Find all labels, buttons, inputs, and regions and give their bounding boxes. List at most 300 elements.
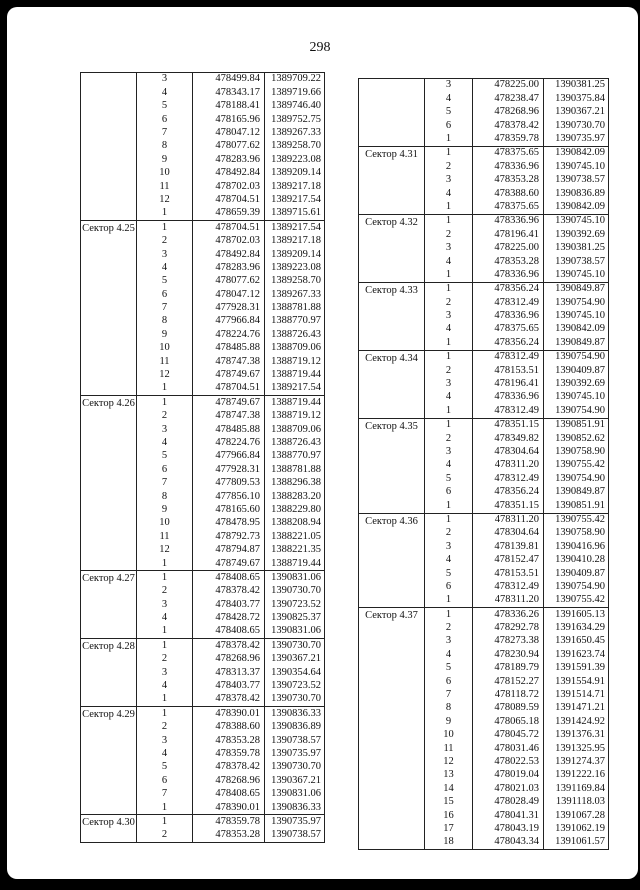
y-coordinate: 1391514.71 (544, 689, 609, 702)
table-row (81, 571, 325, 585)
point-number: 2 (425, 160, 473, 173)
point-number: 1 (425, 201, 473, 215)
point-number: 12 (425, 756, 473, 769)
point-number: 5 (425, 106, 473, 119)
y-coordinate: 1390831.06 (265, 625, 325, 639)
x-coordinate: 478268.96 (193, 774, 265, 787)
table-row (81, 639, 325, 653)
point-number: 10 (137, 342, 193, 355)
x-coordinate: 478747.38 (193, 410, 265, 423)
point-number: 1 (137, 557, 193, 571)
y-coordinate: 1388709.06 (265, 423, 325, 436)
y-coordinate: 1390735.97 (544, 133, 609, 147)
x-coordinate: 478749.67 (193, 396, 265, 410)
y-coordinate: 1389746.40 (265, 100, 325, 113)
point-number: 2 (425, 364, 473, 377)
point-number: 5 (425, 472, 473, 485)
point-number: 6 (425, 119, 473, 132)
y-coordinate: 1389752.75 (265, 113, 325, 126)
x-coordinate: 478704.51 (193, 382, 265, 396)
point-number: 5 (137, 761, 193, 774)
sector-label: Сектор 4.26 (81, 396, 137, 571)
x-coordinate: 478189.79 (473, 662, 544, 675)
y-coordinate: 1391591.39 (544, 662, 609, 675)
sector-label: Сектор 4.33 (359, 282, 425, 350)
y-coordinate: 1391554.91 (544, 675, 609, 688)
point-number: 2 (137, 410, 193, 423)
y-coordinate: 1390738.57 (265, 829, 325, 843)
x-coordinate: 478139.81 (473, 540, 544, 553)
point-number: 7 (137, 788, 193, 801)
point-number: 12 (137, 369, 193, 382)
point-number: 4 (425, 255, 473, 268)
point-number: 6 (425, 580, 473, 593)
y-coordinate: 1390735.97 (265, 815, 325, 829)
x-coordinate: 478047.12 (193, 127, 265, 140)
y-coordinate: 1389709.22 (265, 73, 325, 87)
y-coordinate: 1390851.91 (544, 499, 609, 513)
y-coordinate: 1390842.09 (544, 201, 609, 215)
point-number: 3 (425, 79, 473, 93)
y-coordinate: 1388283.20 (265, 490, 325, 503)
y-coordinate: 1390410.28 (544, 554, 609, 567)
y-coordinate: 1391061.57 (544, 836, 609, 850)
x-coordinate: 478378.42 (193, 585, 265, 598)
point-number: 1 (137, 625, 193, 639)
y-coordinate: 1389217.18 (265, 180, 325, 193)
y-coordinate: 1390381.25 (544, 79, 609, 93)
point-number: 3 (425, 540, 473, 553)
point-number: 4 (425, 391, 473, 404)
point-number: 8 (137, 490, 193, 503)
point-number: 12 (137, 544, 193, 557)
point-number: 12 (137, 194, 193, 207)
x-coordinate: 478292.78 (473, 622, 544, 635)
x-coordinate: 478225.00 (473, 242, 544, 255)
x-coordinate: 478375.65 (473, 201, 544, 215)
table-row (359, 608, 609, 622)
point-number: 4 (137, 261, 193, 274)
y-coordinate: 1391169.84 (544, 782, 609, 795)
x-coordinate: 478312.49 (473, 350, 544, 364)
point-number: 3 (425, 310, 473, 323)
point-number: 3 (425, 242, 473, 255)
y-coordinate: 1390758.90 (544, 527, 609, 540)
y-coordinate: 1390730.70 (544, 119, 609, 132)
x-coordinate: 478165.96 (193, 113, 265, 126)
x-coordinate: 478408.65 (193, 571, 265, 585)
x-coordinate: 478378.42 (193, 693, 265, 707)
y-coordinate: 1391067.28 (544, 809, 609, 822)
x-coordinate: 478378.42 (193, 639, 265, 653)
x-coordinate: 478704.51 (193, 194, 265, 207)
y-coordinate: 1388726.43 (265, 328, 325, 341)
y-coordinate: 1390836.89 (265, 721, 325, 734)
point-number: 2 (137, 235, 193, 248)
y-coordinate: 1388719.44 (265, 557, 325, 571)
x-coordinate: 478375.65 (473, 323, 544, 336)
y-coordinate: 1390831.06 (265, 788, 325, 801)
y-coordinate: 1389267.33 (265, 288, 325, 301)
y-coordinate: 1390745.10 (544, 391, 609, 404)
point-number: 7 (137, 127, 193, 140)
point-number: 1 (425, 418, 473, 432)
y-coordinate: 1391650.45 (544, 635, 609, 648)
x-coordinate: 478047.12 (193, 288, 265, 301)
x-coordinate: 478356.24 (473, 336, 544, 350)
point-number: 8 (137, 315, 193, 328)
y-coordinate: 1390730.70 (265, 761, 325, 774)
y-coordinate: 1390735.97 (265, 748, 325, 761)
y-coordinate: 1388208.94 (265, 517, 325, 530)
y-coordinate: 1389217.54 (265, 194, 325, 207)
y-coordinate: 1390738.57 (265, 734, 325, 747)
x-coordinate: 478077.62 (193, 140, 265, 153)
point-number: 1 (137, 571, 193, 585)
x-coordinate: 478702.03 (193, 180, 265, 193)
x-coordinate: 478224.76 (193, 328, 265, 341)
point-number: 5 (425, 567, 473, 580)
point-number: 1 (425, 146, 473, 160)
table-row (359, 513, 609, 527)
x-coordinate: 478268.96 (193, 653, 265, 666)
x-coordinate: 478403.77 (193, 598, 265, 611)
point-number: 2 (137, 829, 193, 843)
y-coordinate: 1391623.74 (544, 648, 609, 661)
x-coordinate: 478045.72 (473, 729, 544, 742)
y-coordinate: 1391376.31 (544, 729, 609, 742)
y-coordinate: 1389209.14 (265, 248, 325, 261)
point-number: 1 (425, 594, 473, 608)
point-number: 4 (137, 748, 193, 761)
point-number: 1 (137, 801, 193, 815)
point-number: 10 (137, 167, 193, 180)
x-coordinate: 478118.72 (473, 689, 544, 702)
point-number: 4 (425, 187, 473, 200)
x-coordinate: 478043.34 (473, 836, 544, 850)
y-coordinate: 1390409.87 (544, 567, 609, 580)
x-coordinate: 477809.53 (193, 477, 265, 490)
y-coordinate: 1390367.21 (265, 653, 325, 666)
x-coordinate: 478336.96 (473, 310, 544, 323)
x-coordinate: 478336.96 (473, 391, 544, 404)
x-coordinate: 478485.88 (193, 423, 265, 436)
y-coordinate: 1391605.13 (544, 608, 609, 622)
point-number: 6 (137, 113, 193, 126)
point-number: 1 (425, 214, 473, 228)
y-coordinate: 1389223.08 (265, 261, 325, 274)
x-coordinate: 478304.64 (473, 446, 544, 459)
y-coordinate: 1390755.42 (544, 459, 609, 472)
y-coordinate: 1389217.18 (265, 235, 325, 248)
point-number: 2 (137, 653, 193, 666)
x-coordinate: 477966.84 (193, 315, 265, 328)
x-coordinate: 478378.42 (473, 119, 544, 132)
x-coordinate: 478351.15 (473, 499, 544, 513)
point-number: 1 (425, 336, 473, 350)
y-coordinate: 1390730.70 (265, 639, 325, 653)
x-coordinate: 478077.62 (193, 275, 265, 288)
x-coordinate: 478312.49 (473, 580, 544, 593)
point-number: 1 (425, 513, 473, 527)
y-coordinate: 1389209.14 (265, 167, 325, 180)
y-coordinate: 1390825.37 (265, 612, 325, 625)
x-coordinate: 478353.28 (193, 829, 265, 843)
y-coordinate: 1391274.37 (544, 756, 609, 769)
point-number: 6 (425, 486, 473, 499)
point-number: 2 (425, 296, 473, 309)
table-row (81, 73, 325, 87)
sector-label: Сектор 4.32 (359, 214, 425, 282)
x-coordinate: 478312.49 (473, 404, 544, 418)
y-coordinate: 1388726.43 (265, 437, 325, 450)
point-number: 9 (137, 504, 193, 517)
y-coordinate: 1390849.87 (544, 486, 609, 499)
x-coordinate: 478336.96 (473, 160, 544, 173)
x-coordinate: 478408.65 (193, 788, 265, 801)
point-number: 4 (425, 648, 473, 661)
point-number: 1 (137, 396, 193, 410)
y-coordinate: 1390416.96 (544, 540, 609, 553)
point-number: 1 (425, 282, 473, 296)
x-coordinate: 477928.31 (193, 302, 265, 315)
y-coordinate: 1390730.70 (265, 693, 325, 707)
y-coordinate: 1390754.90 (544, 296, 609, 309)
y-coordinate: 1391062.19 (544, 822, 609, 835)
x-coordinate: 477856.10 (193, 490, 265, 503)
y-coordinate: 1390738.57 (544, 255, 609, 268)
point-number: 4 (137, 437, 193, 450)
x-coordinate: 478312.49 (473, 296, 544, 309)
table-row (359, 350, 609, 364)
y-coordinate: 1389258.70 (265, 140, 325, 153)
y-coordinate: 1390392.69 (544, 228, 609, 241)
x-coordinate: 478313.37 (193, 666, 265, 679)
x-coordinate: 478019.04 (473, 769, 544, 782)
sector-label: Сектор 4.29 (81, 707, 137, 815)
point-number: 1 (425, 133, 473, 147)
x-coordinate: 478165.60 (193, 504, 265, 517)
y-coordinate: 1389715.61 (265, 207, 325, 221)
point-number: 16 (425, 809, 473, 822)
table-row (81, 221, 325, 235)
x-coordinate: 478478.95 (193, 517, 265, 530)
y-coordinate: 1390849.87 (544, 282, 609, 296)
x-coordinate: 478153.51 (473, 364, 544, 377)
point-number: 13 (425, 769, 473, 782)
y-coordinate: 1390730.70 (265, 585, 325, 598)
y-coordinate: 1388781.88 (265, 463, 325, 476)
x-coordinate: 478356.24 (473, 486, 544, 499)
point-number: 1 (137, 207, 193, 221)
x-coordinate: 478311.20 (473, 513, 544, 527)
x-coordinate: 478390.01 (193, 707, 265, 721)
point-number: 3 (425, 635, 473, 648)
y-coordinate: 1391325.95 (544, 742, 609, 755)
x-coordinate: 478022.53 (473, 756, 544, 769)
x-coordinate: 478359.78 (473, 133, 544, 147)
y-coordinate: 1390755.42 (544, 513, 609, 527)
sector-label: Сектор 4.30 (81, 815, 137, 843)
point-number: 4 (137, 612, 193, 625)
sector-label (81, 73, 137, 221)
y-coordinate: 1390754.90 (544, 472, 609, 485)
table-row (359, 79, 609, 93)
x-coordinate: 478359.78 (193, 815, 265, 829)
x-coordinate: 478152.27 (473, 675, 544, 688)
point-number: 1 (137, 639, 193, 653)
point-number: 1 (137, 815, 193, 829)
y-coordinate: 1389267.33 (265, 127, 325, 140)
x-coordinate: 478794.87 (193, 544, 265, 557)
sector-label: Сектор 4.25 (81, 221, 137, 396)
x-coordinate: 478375.65 (473, 146, 544, 160)
point-number: 4 (425, 459, 473, 472)
y-coordinate: 1390723.52 (265, 680, 325, 693)
point-number: 5 (137, 450, 193, 463)
point-number: 17 (425, 822, 473, 835)
x-coordinate: 478349.82 (473, 432, 544, 445)
y-coordinate: 1390754.90 (544, 404, 609, 418)
sector-label: Сектор 4.31 (359, 146, 425, 214)
y-coordinate: 1390842.09 (544, 146, 609, 160)
x-coordinate: 478659.39 (193, 207, 265, 221)
point-number: 2 (425, 622, 473, 635)
x-coordinate: 478304.64 (473, 527, 544, 540)
x-coordinate: 478188.41 (193, 100, 265, 113)
point-number: 10 (137, 517, 193, 530)
sector-label: Сектор 4.37 (359, 608, 425, 850)
y-coordinate: 1388229.80 (265, 504, 325, 517)
x-coordinate: 478428.72 (193, 612, 265, 625)
x-coordinate: 478408.65 (193, 625, 265, 639)
point-number: 5 (425, 662, 473, 675)
point-number: 4 (425, 554, 473, 567)
y-coordinate: 1388221.05 (265, 530, 325, 543)
x-coordinate: 478390.01 (193, 801, 265, 815)
x-coordinate: 478153.51 (473, 567, 544, 580)
y-coordinate: 1390851.91 (544, 418, 609, 432)
y-coordinate: 1390758.90 (544, 446, 609, 459)
y-coordinate: 1390745.10 (544, 214, 609, 228)
x-coordinate: 478336.96 (473, 268, 544, 282)
x-coordinate: 478041.31 (473, 809, 544, 822)
point-number: 18 (425, 836, 473, 850)
table-row (359, 146, 609, 160)
x-coordinate: 478196.41 (473, 228, 544, 241)
table-row (81, 707, 325, 721)
sector-label (359, 79, 425, 147)
point-number: 8 (137, 140, 193, 153)
y-coordinate: 1388719.44 (265, 396, 325, 410)
point-number: 3 (425, 378, 473, 391)
y-coordinate: 1390852.62 (544, 432, 609, 445)
x-coordinate: 478388.60 (193, 721, 265, 734)
point-number: 2 (425, 527, 473, 540)
point-number: 3 (425, 174, 473, 187)
y-coordinate: 1391118.03 (544, 796, 609, 809)
y-coordinate: 1390842.09 (544, 323, 609, 336)
y-coordinate: 1391634.29 (544, 622, 609, 635)
x-coordinate: 478356.24 (473, 282, 544, 296)
point-number: 3 (425, 446, 473, 459)
point-number: 5 (137, 275, 193, 288)
sector-label: Сектор 4.36 (359, 513, 425, 608)
point-number: 10 (425, 729, 473, 742)
point-number: 1 (425, 499, 473, 513)
point-number: 1 (425, 350, 473, 364)
point-number: 3 (137, 666, 193, 679)
point-number: 1 (137, 707, 193, 721)
point-number: 7 (137, 477, 193, 490)
point-number: 2 (137, 585, 193, 598)
x-coordinate: 478065.18 (473, 715, 544, 728)
x-coordinate: 478336.26 (473, 608, 544, 622)
point-number: 3 (137, 248, 193, 261)
point-number: 11 (425, 742, 473, 755)
y-coordinate: 1390745.10 (544, 160, 609, 173)
x-coordinate: 478238.47 (473, 92, 544, 105)
y-coordinate: 1390849.87 (544, 336, 609, 350)
y-coordinate: 1391424.92 (544, 715, 609, 728)
point-number: 6 (425, 675, 473, 688)
x-coordinate: 478283.96 (193, 261, 265, 274)
point-number: 1 (137, 693, 193, 707)
x-coordinate: 478704.51 (193, 221, 265, 235)
x-coordinate: 478702.03 (193, 235, 265, 248)
point-number: 6 (137, 463, 193, 476)
table-row (359, 282, 609, 296)
point-number: 3 (137, 73, 193, 87)
point-number: 11 (137, 530, 193, 543)
table-row (81, 815, 325, 829)
table-row (359, 418, 609, 432)
y-coordinate: 1388719.12 (265, 410, 325, 423)
y-coordinate: 1390375.84 (544, 92, 609, 105)
y-coordinate: 1388719.12 (265, 355, 325, 368)
y-coordinate: 1390738.57 (544, 174, 609, 187)
point-number: 4 (137, 680, 193, 693)
y-coordinate: 1390745.10 (544, 310, 609, 323)
page-number: 298 (309, 40, 331, 55)
point-number: 14 (425, 782, 473, 795)
y-coordinate: 1390381.25 (544, 242, 609, 255)
point-number: 7 (425, 689, 473, 702)
x-coordinate: 478388.60 (473, 187, 544, 200)
x-coordinate: 478353.28 (473, 174, 544, 187)
y-coordinate: 1390754.90 (544, 580, 609, 593)
y-coordinate: 1390836.89 (544, 187, 609, 200)
x-coordinate: 478343.17 (193, 86, 265, 99)
y-coordinate: 1390354.64 (265, 666, 325, 679)
x-coordinate: 478747.38 (193, 355, 265, 368)
x-coordinate: 478749.67 (193, 557, 265, 571)
table-row (81, 396, 325, 410)
y-coordinate: 1388709.06 (265, 342, 325, 355)
x-coordinate: 478152.47 (473, 554, 544, 567)
point-number: 4 (137, 86, 193, 99)
point-number: 6 (137, 774, 193, 787)
sector-label: Сектор 4.35 (359, 418, 425, 513)
x-coordinate: 478359.78 (193, 748, 265, 761)
table-row (359, 214, 609, 228)
sector-label: Сектор 4.34 (359, 350, 425, 418)
point-number: 4 (425, 92, 473, 105)
y-coordinate: 1388719.44 (265, 369, 325, 382)
y-coordinate: 1390836.33 (265, 707, 325, 721)
y-coordinate: 1390754.90 (544, 350, 609, 364)
y-coordinate: 1388770.97 (265, 450, 325, 463)
